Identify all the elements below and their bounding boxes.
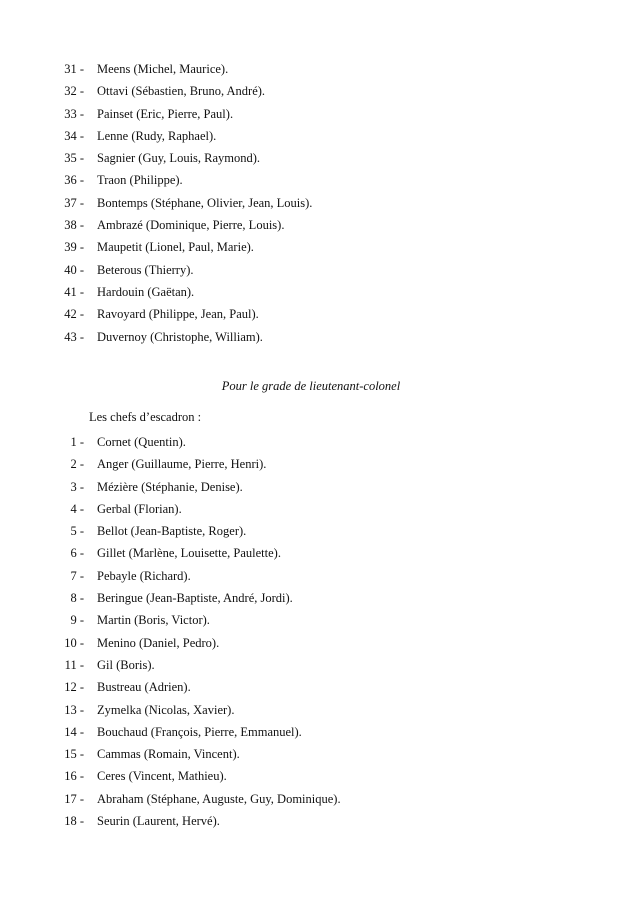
- list-item-number: 4 -: [70, 501, 84, 516]
- list-item-number: 6 -: [70, 546, 84, 561]
- officer-list-continued: [0, 58, 634, 348]
- list-item-name: Ottavi (Sébastien, Bruno, André).: [97, 84, 266, 99]
- list-item-name: Zymelka (Nicolas, Xavier).: [97, 702, 235, 717]
- list-item: [0, 326, 634, 348]
- list-item-name: Painset (Eric, Pierre, Paul).: [97, 106, 234, 121]
- list-item-number: 14 -: [64, 724, 84, 739]
- list-item: [0, 476, 634, 498]
- list-item-name: Lenne (Rudy, Raphael).: [97, 128, 217, 143]
- list-item: [0, 765, 634, 787]
- list-item: [0, 281, 634, 303]
- list-item: [0, 609, 634, 631]
- list-item-name: Ceres (Vincent, Mathieu).: [97, 769, 227, 784]
- list-item-number: 7 -: [70, 568, 84, 583]
- list-item: [0, 632, 634, 654]
- list-item: [0, 125, 634, 147]
- list-item: [0, 303, 634, 325]
- list-item: [0, 743, 634, 765]
- list-item-name: Mézière (Stéphanie, Denise).: [97, 479, 243, 494]
- list-item-name: Cornet (Quentin).: [97, 435, 186, 449]
- list-item-name: Hardouin (Gaëtan).: [97, 284, 195, 299]
- list-item: [0, 587, 634, 609]
- list-item-name: Sagnier (Guy, Louis, Raymond).: [97, 151, 261, 166]
- list-item-number: 39 -: [64, 240, 84, 255]
- list-item-name: Bellot (Jean-Baptiste, Roger).: [97, 524, 247, 539]
- list-item-name: Maupetit (Lionel, Paul, Marie).: [97, 240, 254, 255]
- list-item: [0, 565, 634, 587]
- list-item-number: 41 -: [64, 284, 84, 299]
- list-item-number: 5 -: [70, 524, 84, 539]
- list-item: [0, 259, 634, 281]
- list-item-number: 34 -: [64, 128, 84, 143]
- list-item: [0, 788, 634, 810]
- chefs-escadron-list: [0, 431, 634, 832]
- list-item: [0, 147, 634, 169]
- list-item-number: 32 -: [64, 84, 84, 99]
- list-item-number: 40 -: [64, 262, 84, 277]
- list-item-name: Bontemps (Stéphane, Olivier, Jean, Louis).: [97, 195, 313, 210]
- list-item-name: Gerbal (Florian).: [97, 501, 182, 516]
- list-item: [0, 453, 634, 475]
- list-item-number: 2 -: [70, 457, 84, 472]
- list-item-name: Anger (Guillaume, Pierre, Henri).: [97, 457, 267, 472]
- list-item-number: 18 -: [64, 814, 84, 829]
- group-label: Les chefs d’escadron :: [89, 410, 202, 424]
- list-item-name: Bustreau (Adrien).: [97, 680, 191, 695]
- list-item-number: 33 -: [64, 106, 84, 121]
- list-item-number: 10 -: [64, 635, 84, 650]
- list-item: [0, 699, 634, 721]
- list-item-name: Ravoyard (Philippe, Jean, Paul).: [97, 307, 259, 322]
- list-item: [0, 676, 634, 698]
- list-item-name: Pebayle (Richard).: [97, 568, 191, 583]
- section-title: [0, 376, 634, 396]
- list-item: [0, 58, 634, 80]
- list-item-name: Gillet (Marlène, Louisette, Paulette).: [97, 546, 281, 561]
- list-item-name: Abraham (Stéphane, Auguste, Guy, Dominique).: [97, 791, 341, 806]
- list-item: [0, 169, 634, 191]
- list-item-number: 9 -: [70, 613, 84, 628]
- list-item: [0, 80, 634, 102]
- list-item-name: Martin (Boris, Victor).: [97, 613, 210, 628]
- list-item-name: Ambrazé (Dominique, Pierre, Louis).: [97, 218, 285, 233]
- list-item-number: 11 -: [64, 657, 84, 672]
- list-item: [0, 236, 634, 258]
- list-item: [0, 721, 634, 743]
- list-item: [0, 498, 634, 520]
- list-item-number: 31 -: [64, 62, 84, 76]
- list-item-number: 16 -: [64, 769, 84, 784]
- list-item-name: Traon (Philippe).: [97, 173, 183, 188]
- list-item-number: 8 -: [70, 591, 84, 606]
- list-item-number: 15 -: [64, 747, 84, 762]
- list-item-name: Menino (Daniel, Pedro).: [97, 635, 220, 650]
- list-item-name: Bouchaud (François, Pierre, Emmanuel).: [97, 724, 302, 739]
- list-item-name: Duvernoy (Christophe, William).: [97, 329, 263, 344]
- list-item-number: 3 -: [70, 479, 84, 494]
- list-item-number: 12 -: [64, 680, 84, 695]
- list-item-number: 43 -: [64, 329, 84, 344]
- list-item: [0, 431, 634, 453]
- list-item-number: 17 -: [64, 791, 84, 806]
- list-item-number: 13 -: [64, 702, 84, 717]
- list-item-name: Beringue (Jean-Baptiste, André, Jordi).: [97, 591, 293, 606]
- list-item: [0, 654, 634, 676]
- list-item: [0, 103, 634, 125]
- list-item-name: Seurin (Laurent, Hervé).: [97, 814, 220, 829]
- list-item-number: 36 -: [64, 173, 84, 188]
- list-item-name: Cammas (Romain, Vincent).: [97, 747, 240, 762]
- list-item: [0, 520, 634, 542]
- list-item: [0, 542, 634, 564]
- list-item-number: 37 -: [64, 195, 84, 210]
- list-item-name: Gil (Boris).: [97, 657, 155, 672]
- list-item-number: 42 -: [64, 307, 84, 322]
- list-item-name: Meens (Michel, Maurice).: [97, 62, 229, 76]
- list-item-number: 38 -: [64, 218, 84, 233]
- list-item-number: 1 -: [70, 435, 84, 449]
- list-item: [0, 810, 634, 832]
- list-item-number: 35 -: [64, 151, 84, 166]
- list-item-name: Beterous (Thierry).: [97, 262, 194, 277]
- list-item: [0, 214, 634, 236]
- list-item: [0, 192, 634, 214]
- section-title-text: Pour le grade de lieutenant-colonel: [221, 379, 401, 393]
